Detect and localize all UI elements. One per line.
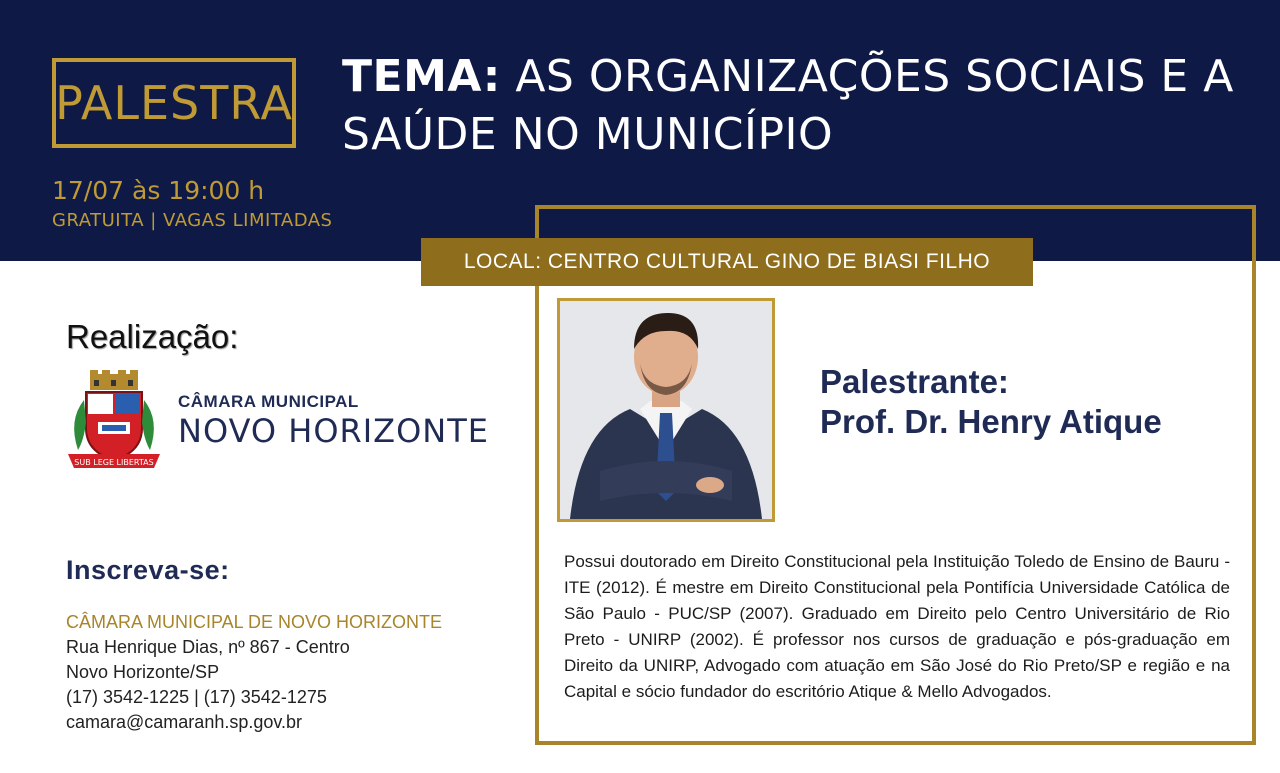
- speaker-heading: Palestrante:: [820, 363, 1009, 400]
- event-date: 17/07 às 19:00 h: [52, 176, 265, 205]
- speaker-portrait-icon: [560, 301, 772, 519]
- contact-block: [66, 610, 442, 735]
- event-vagas: GRATUITA | VAGAS LIMITADAS: [52, 210, 333, 231]
- local-text: LOCAL: CENTRO CULTURAL GINO DE BIASI FILHO: [463, 250, 991, 273]
- palestra-badge: [52, 58, 296, 148]
- local-bar: [421, 238, 1033, 286]
- speaker-name: Prof. Dr. Henry Atique: [820, 403, 1162, 440]
- novo-horizonte-label: NOVO HORIZONTE: [178, 412, 489, 450]
- contact-city: Novo Horizonte/SP: [66, 662, 220, 682]
- event-title: [342, 48, 1272, 164]
- camara-label: CÂMARA MUNICIPAL: [178, 392, 359, 411]
- tema-label: TEMA:: [342, 51, 501, 102]
- inscreva-heading: Inscreva-se:: [66, 555, 230, 585]
- realizacao-heading: Realização:: [66, 318, 239, 355]
- tema-text: AS ORGANIZAÇÕES SOCIAIS E A SAÚDE NO MUNICÍPIO: [342, 51, 1234, 160]
- palestra-label: PALESTRA: [55, 76, 293, 130]
- contact-email[interactable]: camara@camaranh.sp.gov.br: [66, 712, 303, 732]
- crest-motto: SUB LEGE LIBERTAS: [74, 458, 154, 467]
- contact-address: Rua Henrique Dias, nº 867 - Centro: [66, 637, 350, 657]
- contact-org: CÂMARA MUNICIPAL DE NOVO HORIZONTE: [66, 612, 443, 632]
- contact-phones: (17) 3542-1225 | (17) 3542-1275: [66, 687, 327, 707]
- speaker-block: [820, 362, 1162, 442]
- speaker-photo: [557, 298, 775, 522]
- speaker-bio: Possui doutorado em Direito Constitucional pela Instituição Toledo de Ensino de Bauru - ITE (2012). É mestre em Direito Constitucional pela Pontifícia Universidade Católica de São Paulo - PUC/SP (2007). Graduado em Direito pelo Centro Universitário de Rio Preto - UNIRP (2002). É professor nos cursos de graduação e pós-graduação em Direito da UNIRP, Advogado com atuação em São José do Rio Preto/SP e região e na Capital e sócio fundador do escritório Atique & Mello Advogados.: [564, 552, 1230, 701]
- coat-of-arms-icon: [62, 370, 166, 476]
